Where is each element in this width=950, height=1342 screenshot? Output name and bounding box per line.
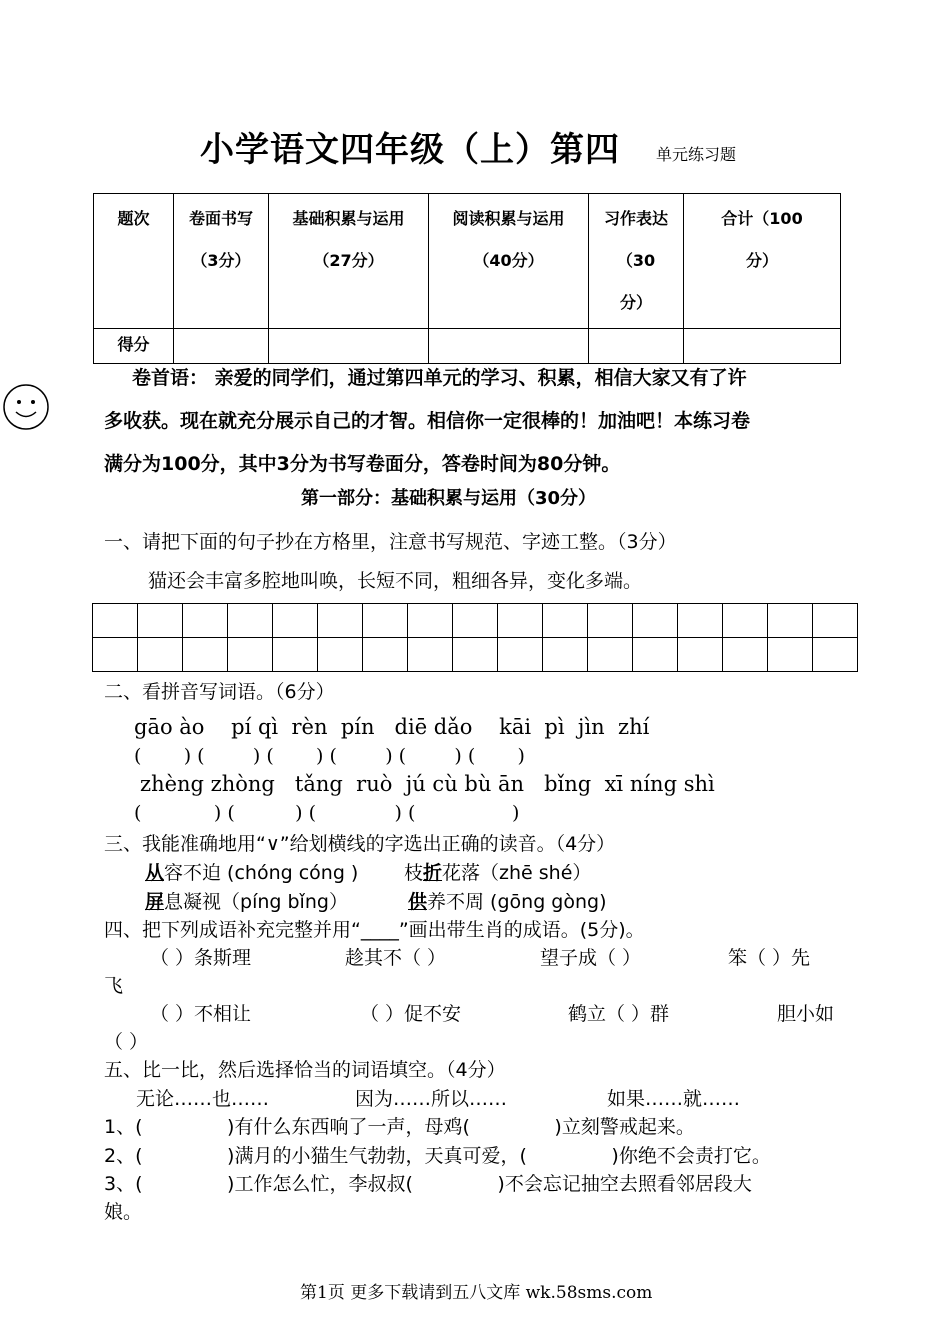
q4-idiom[interactable]: （ ）促不安 — [360, 1003, 462, 1025]
header-cell-total: 合计（100 分） — [684, 194, 841, 329]
q2-pinyin-row2: zhèng zhòng tǎng ruò jú cù bù ān bǐng xī níng shì — [140, 772, 715, 796]
q5-option: 因为……所以…… — [355, 1088, 508, 1110]
q3-item1[interactable]: 从容不迫 (chóng cóng ) — [145, 862, 359, 884]
page-title: 小学语文四年级（上）第四 — [200, 130, 620, 170]
q4-idiom[interactable]: 笨（ ）先 — [728, 947, 811, 969]
q4-idiom-wrap[interactable]: （ ） — [104, 1031, 149, 1053]
q5-sentence-3[interactable]: 3、( )工作怎么忙，李叔叔( )不会忘记抽空去照看邻居段大 — [104, 1173, 752, 1195]
page-footer: 第1页 更多下载请到五八文库 wk.58sms.com — [300, 1283, 653, 1303]
score-table — [93, 193, 841, 364]
q5-sentence-1[interactable]: 1、( )有什么东西响了一声，母鸡( )立刻警戒起来。 — [104, 1116, 695, 1138]
q1-title: 一、请把下面的句子抄在方格里，注意书写规范、字迹工整。（3分） — [104, 531, 677, 553]
q3-item4[interactable]: 供养不周 (gōng gòng) — [408, 891, 607, 913]
header-cell-writing: 习作表达 （30 分） — [589, 194, 684, 329]
score-label: 得分 — [94, 329, 174, 364]
part1-title: 第一部分：基础积累与运用（30分） — [301, 488, 597, 509]
header-cell-reading: 阅读积累与运用 （40分） — [429, 194, 589, 329]
q4-idiom[interactable]: 趁其不（ ） — [345, 947, 447, 969]
q2-title: 二、看拼音写词语。（6分） — [104, 681, 335, 703]
q5-title: 五、比一比，然后选择恰当的词语填空。（4分） — [104, 1059, 506, 1081]
q2-pinyin-row1: gāo ào pí qì rèn pín diē dǎo kāi pì jìn zhí — [134, 715, 650, 739]
q4-idiom[interactable]: 望子成（ ） — [540, 947, 642, 969]
smiley-face-icon — [2, 383, 50, 431]
q5-option: 如果……就…… — [607, 1088, 741, 1110]
header-cell-question: 题次 — [94, 194, 174, 329]
q4-idiom[interactable]: （ ）条斯理 — [150, 947, 252, 969]
page-title-suffix: 单元练习题 — [656, 145, 737, 164]
q4-title: 四、把下列成语补充完整并用“____”画出带生肖的成语。(5分)。 — [104, 919, 645, 941]
header-cell-handwriting: 卷面书写 （3分） — [174, 194, 269, 329]
q5-sentence-3-wrap: 娘。 — [104, 1201, 143, 1223]
q4-idiom[interactable]: 胆小如 — [777, 1003, 835, 1025]
q5-sentence-2[interactable]: 2、( )满月的小猫生气勃勃，天真可爱，( )你绝不会责打它。 — [104, 1145, 771, 1167]
q3-item2[interactable]: 枝折花落（zhē shé） — [404, 862, 592, 884]
intro-paragraph: 卷首语： 亲爱的同学们，通过第四单元的学习、积累，相信大家又有了许 多收获。现在就充分展示自己的才智。相信你一定很棒的！加油吧！本练习卷 满分为100分，其中3分为书写卷面分，答卷时间为80分钟。 — [104, 367, 751, 475]
q1-sentence: 猫还会丰富多腔地叫唤，长短不同，粗细各异，变化多端。 — [148, 570, 643, 592]
q5-option: 无论……也…… — [136, 1088, 270, 1110]
header-cell-basics: 基础积累与运用 （27分） — [269, 194, 429, 329]
q2-blanks-row2[interactable]: ( ) ( ) ( ) ( ) — [134, 802, 520, 824]
q3-title: 三、我能准确地用“∨”给划横线的字选出正确的读音。（4分） — [104, 833, 616, 855]
q4-idiom-wrap: 飞 — [104, 975, 124, 997]
q2-blanks-row1[interactable]: ( ) ( ) ( ) ( ) ( ) ( ) — [134, 745, 525, 767]
q4-idiom[interactable]: 鹤立（ ）群 — [568, 1003, 670, 1025]
q3-item3[interactable]: 屏息凝视（píng bǐng） — [145, 891, 348, 913]
writing-grid[interactable] — [92, 603, 858, 672]
q4-idiom[interactable]: （ ）不相让 — [150, 1003, 252, 1025]
